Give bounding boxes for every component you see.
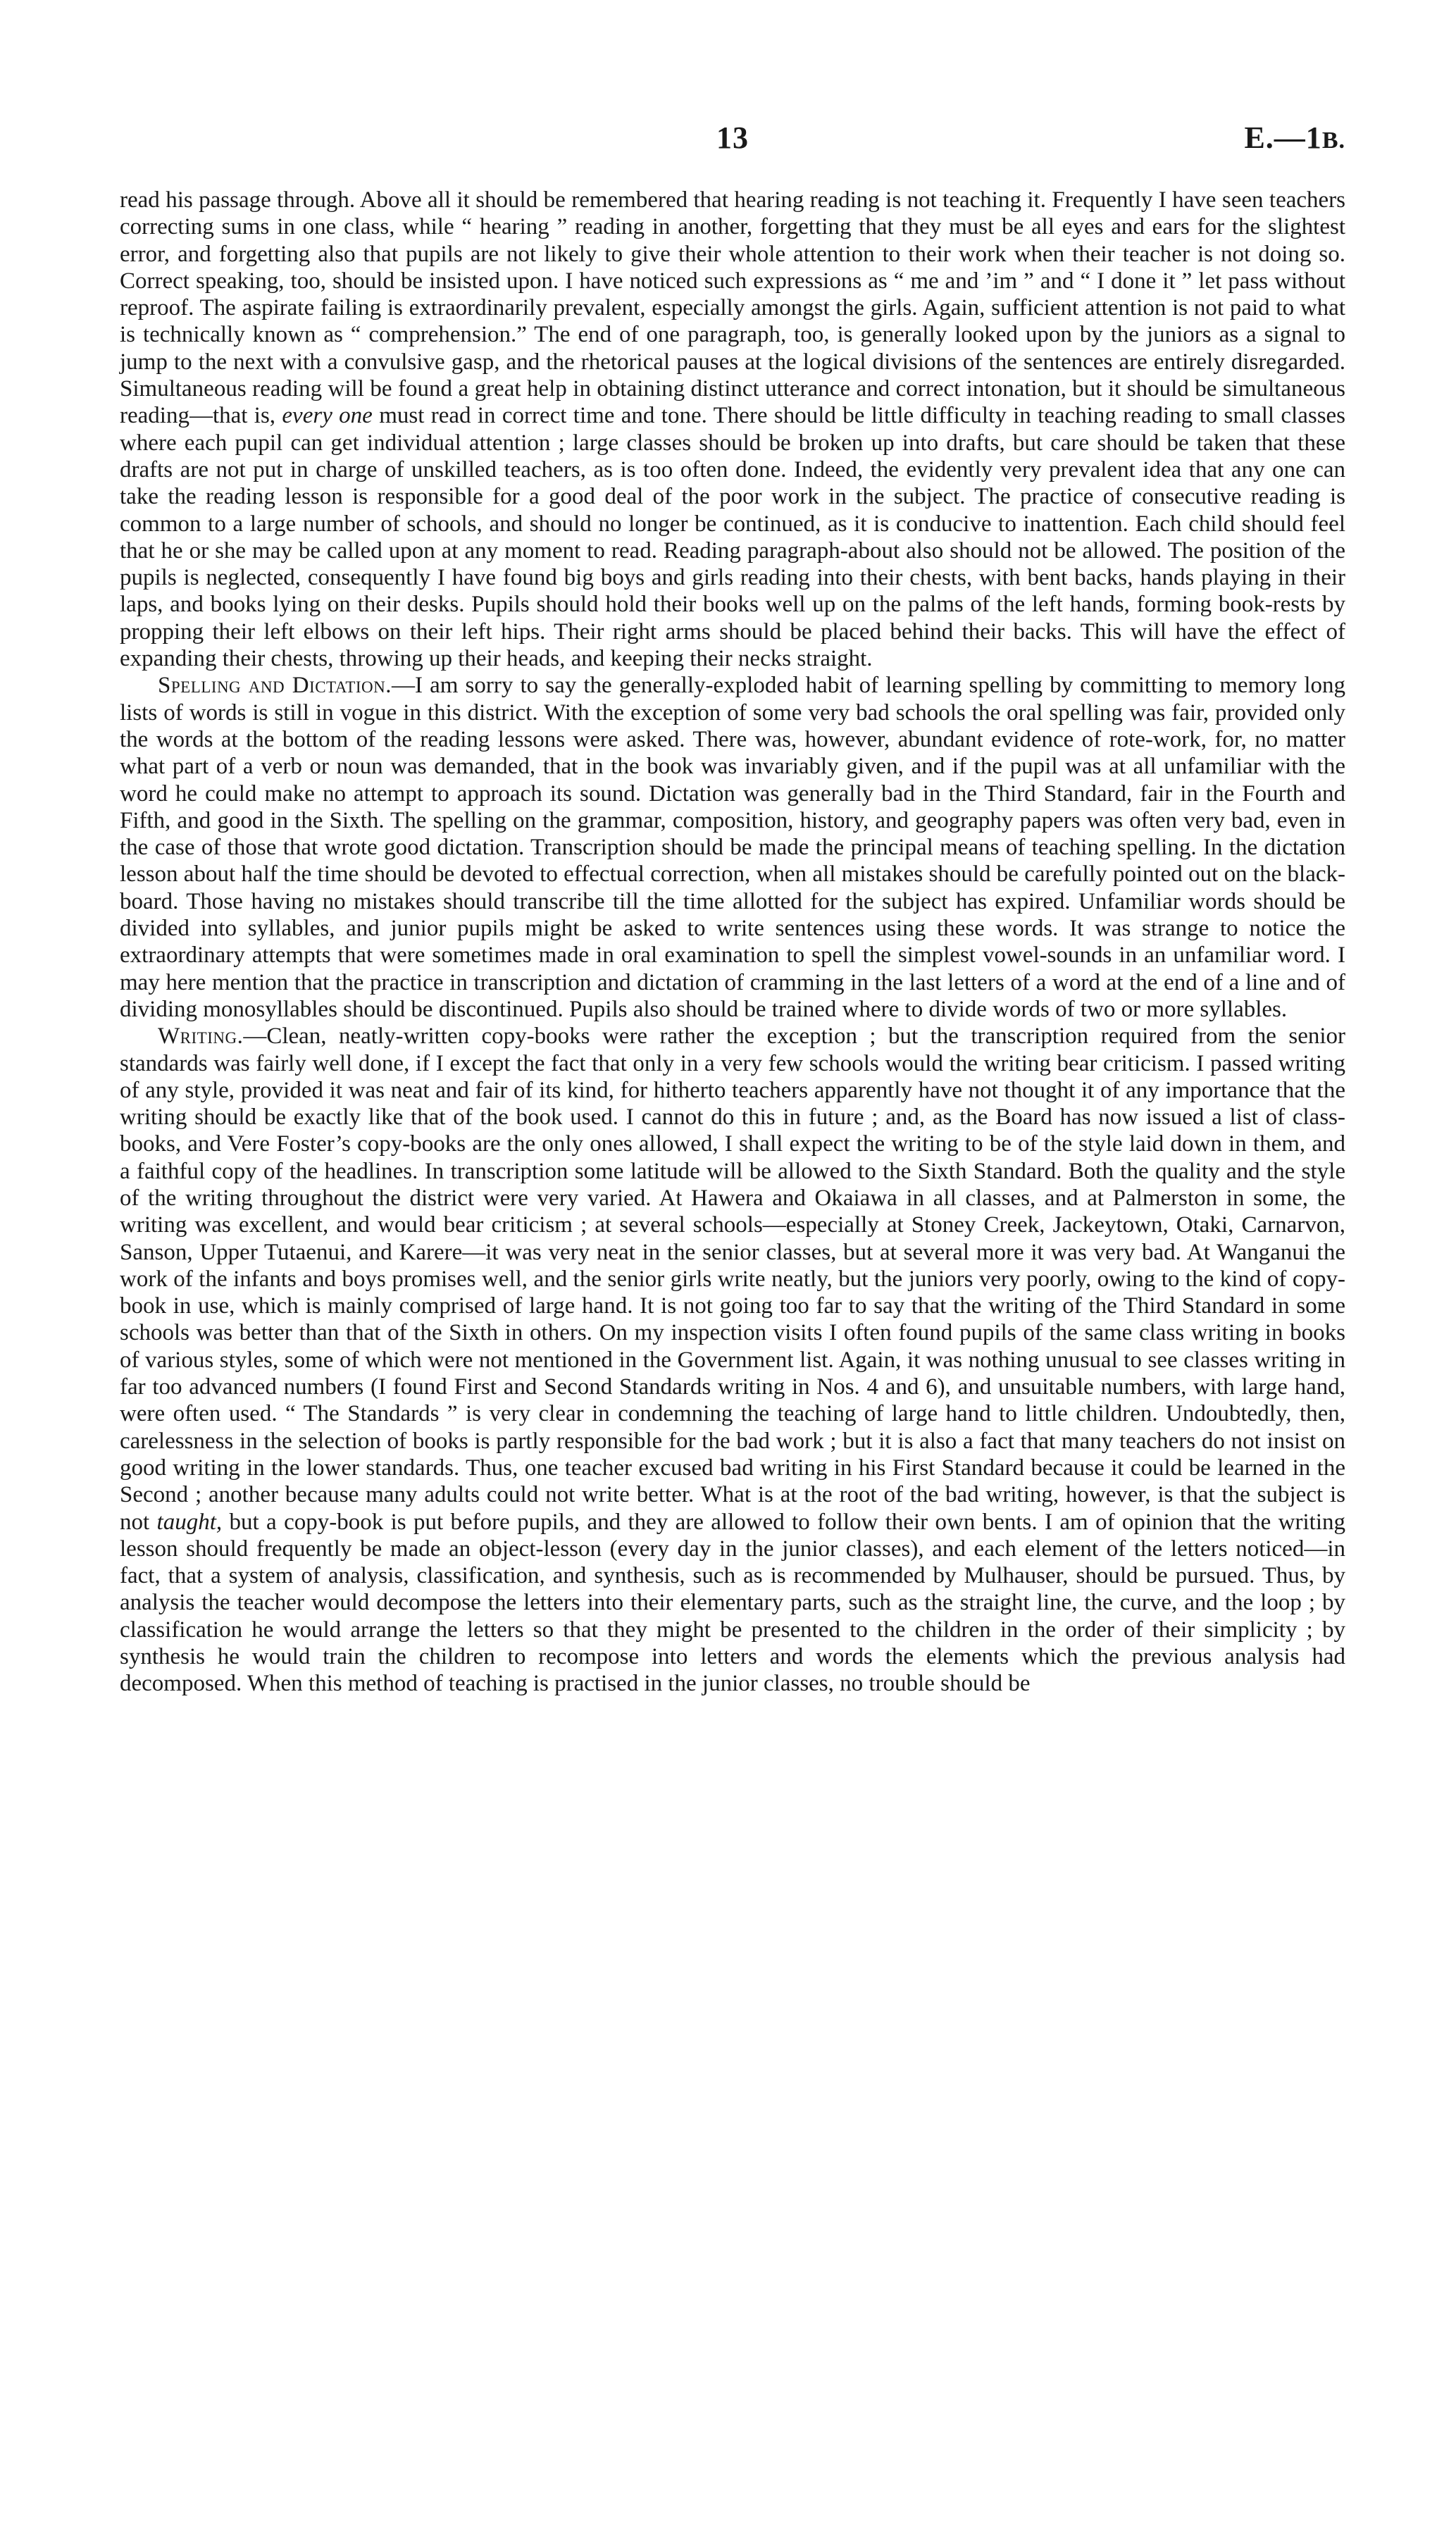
- paragraph-writing: [120, 1023, 1345, 1697]
- reference-suffix: B.: [1321, 127, 1345, 154]
- reference-main: E.—1: [1244, 120, 1322, 155]
- document-page: [120, 120, 1345, 2501]
- page-header: [120, 120, 1345, 176]
- section-heading-writing: Writing.: [158, 1023, 244, 1050]
- paragraph-reading: [120, 187, 1345, 672]
- paragraph-text: —Clean, neatly-written copy-books were rather the exception ; but the transcription required from the senior standards was fairly well done, if I except the fact that only in a very few schools would the writing bear criticism. I passed writing of any style, provided it was neat and fair of its kind, for hitherto teachers apparently have not thought it of any importance that the writing should be exactly like that of the book used. I cannot do this in future ; and, as the Board has now issued a list of class-books, and Vere Foster’s copy-books are the only ones allowed, I shall expect the writing to be of the style laid down in them, and a faithful copy of the headlines. In transcription some latitude will be allowed to the Sixth Standard. Both the quality and the style of the writing throughout the district were very varied. At Hawera and Okaiawa in all classes, and at Palmerston in some, the writing was excellent, and would bear criticism ; at several schools—especially at Stoney Creek, Jackeytown, Otaki, Carnarvon, Sanson, Upper Tutaenui, and Karere—it was very neat in the senior classes, but at several more it was very bad. At Wanganui the work of the infants and boys promises well, and the senior girls write neatly, but the juniors very poorly, owing to the kind of copy-book in use, which is mainly comprised of large hand. It is not going too far to say that the writing of the Third Standard in some schools was better than that of the Sixth in others. On my inspection visits I often found pupils of the same class writing in books of various styles, some of which were not mentioned in the Government list. Again, it was nothing unusual to see classes writing in far too advanced numbers (I found First and Second Standards writing in Nos. 4 and 6), and unsuitable numbers, with large hand, were often used. “ The Standards ” is very clear in condemning the teaching of large hand to little children. Undoubtedly, then, carelessness in the selection of books is partly responsible for the bad work ; but it is also a fact that many teachers do not insist on good writing in the lower standards. Thus, one teacher excused bad writing in his First Standard because it could be learned in the Second ; another because many adults could not write better. What is at the root of the bad writing, however, is that the subject is not: [120, 1023, 1345, 1535]
- document-reference: [1244, 120, 1345, 156]
- body-text: [120, 187, 1345, 1698]
- section-heading-spelling: Spelling and Dictation.: [158, 673, 392, 699]
- emphasis-text: taught,: [156, 1509, 223, 1535]
- paragraph-text: read his passage through. Above all it should be remembered that hearing reading is not teaching it. Frequently I have seen teachers correcting sums in one class, while “ hearing ” reading in another, forgetting that they must be all eyes and ears for the slightest error, and forgetting also that pupils are not likely to give their whole attention to their work when their teacher is not doing so. Correct speaking, too, should be insisted upon. I have noticed such expressions as “ me and ’im ” and “ I done it ” let pass without reproof. The aspirate failing is extraordinarily prevalent, especially amongst the girls. Again, sufficient attention is not paid to what is technically known as “ comprehension.” The end of one paragraph, too, is generally looked upon by the juniors as a signal to jump to the next with a convulsive gasp, and the rhetorical pauses at the logical divisions of the sentences are entirely disregarded. Simultaneous reading will be found a great help in obtaining distinct utterance and correct intonation, but it should be simultaneous reading—that is,: [120, 187, 1345, 429]
- paragraph-text: but a copy-book is put before pupils, and they are allowed to follow their own bents. I am of opinion that the writing lesson should frequently be made an object-lesson (every day in the junior classes), and each element of the letters noticed—in fact, that a system of analysis, classification, and synthesis, such as is recommended by Mulhauser, should be pursued. Thus, by analysis the teacher would decompose the letters into their elementary parts, such as the straight line, the curve, and the loop ; by classification he would arrange the letters so that they might be presented to the children in the order of their simplicity ; by synthesis he would train the children to recompose into letters and words the elements which the previous analysis had decomposed. When this method of teaching is practised in the junior classes, no trouble should be: [120, 1509, 1346, 1697]
- page-number: 13: [716, 120, 749, 155]
- paragraph-text: —I am sorry to say the generally-exploded habit of learning spelling by committing to memory long lists of words is still in vogue in this district. With the exception of some very bad schools the oral spelling was fair, provided only the words at the bottom of the reading lessons were asked. There was, however, abundant evidence of rote-work, for, no matter what part of a verb or noun was demanded, that in the book was invariably given, and if the pupil was at all unfamiliar with the word he could make no attempt to approach its sound. Dictation was generally bad in the Third Standard, fair in the Fourth and Fifth, and good in the Sixth. The spelling on the grammar, composition, history, and geography papers was often very bad, even in the case of those that wrote good dictation. Transcription should be made the principal means of teaching spelling. In the dictation lesson about half the time should be devoted to effectual correction, when all mistakes should be carefully pointed out on the black-board. Those having no mistakes should transcribe till the time allotted for the subject has expired. Unfamiliar words should be divided into syllables, and junior pupils might be asked to write sentences using these words. It was strange to notice the extraordinary attempts that were sometimes made in oral examination to spell the simplest vowel-sounds in an unfamiliar word. I may here mention that the practice in transcription and dictation of cramming in the last letters of a word at the end of a line and of dividing monosyllables should be discontinued. Pupils also should be trained where to divide words of two or more syllables.: [120, 673, 1345, 1022]
- emphasis-text: every one: [282, 403, 373, 429]
- paragraph-spelling: [120, 672, 1345, 1023]
- paragraph-text: must read in correct time and tone. There should be little difficulty in teaching reading to small classes where each pupil can get individual attention ; large classes should be broken up into drafts, but care should be taken that these drafts are not put in charge of unskilled teachers, as is too often done. Indeed, the evidently very prevalent idea that any one can take the reading lesson is responsible for a good deal of the poor work in the subject. The practice of consecutive reading is common to a large number of schools, and should no longer be continued, as it is conducive to inattention. Each child should feel that he or she may be called upon at any moment to read. Reading paragraph-about also should not be allowed. The position of the pupils is neglected, consequently I have found big boys and girls reading into their chests, with bent backs, hands playing in their laps, and books lying on their desks. Pupils should hold their books well up on the palms of the left hands, forming book-rests by propping their left elbows on their left hips. Their right arms should be placed behind their backs. This will have the effect of expanding their chests, throwing up their heads, and keeping their necks straight.: [120, 403, 1346, 672]
